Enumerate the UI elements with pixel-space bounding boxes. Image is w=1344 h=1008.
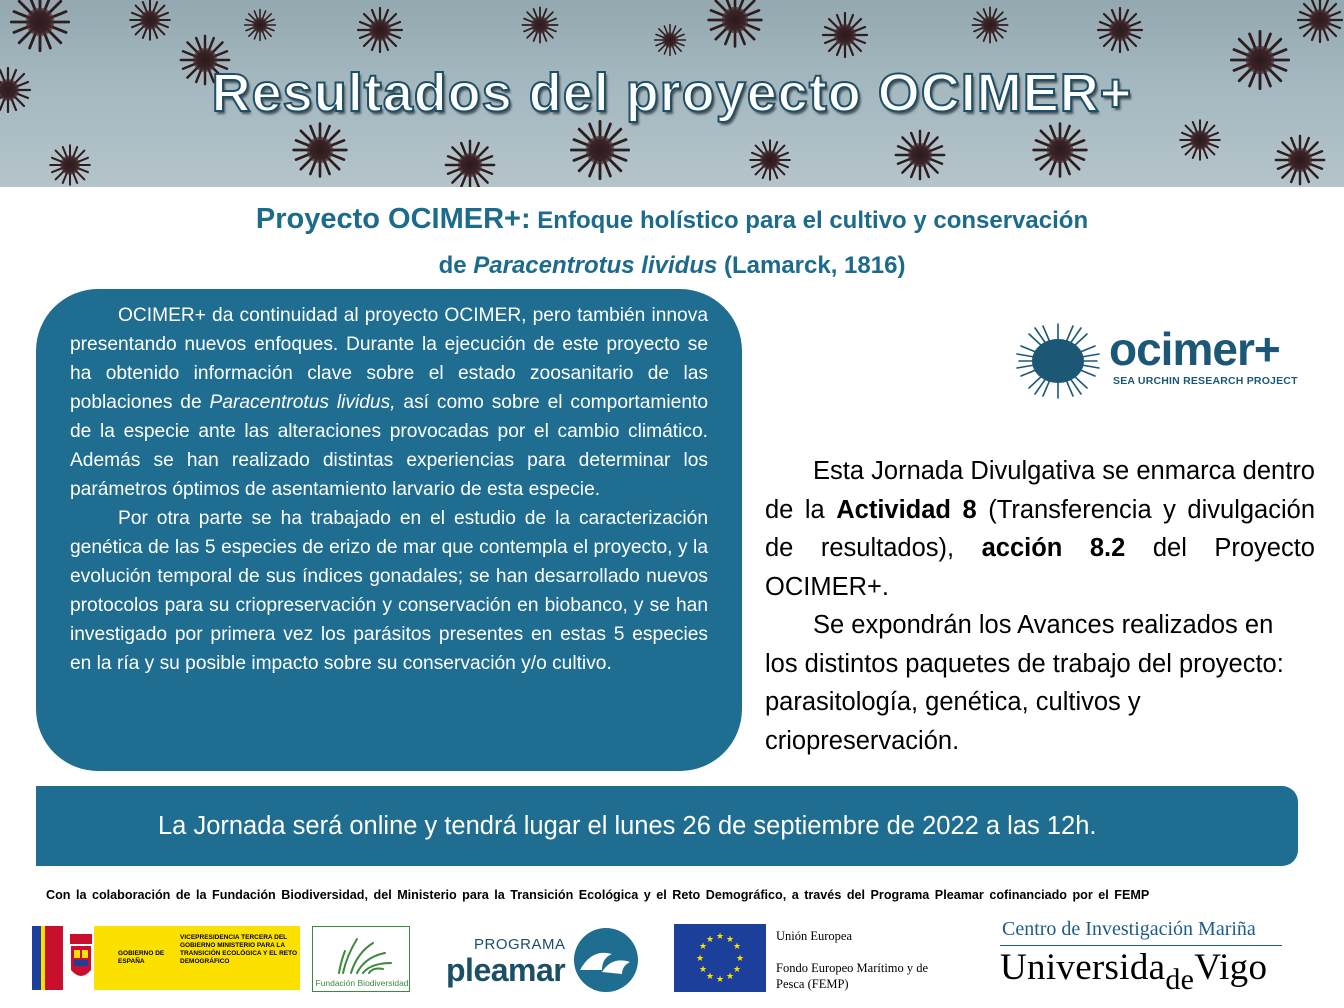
event-activity: Actividad 8 bbox=[836, 495, 977, 524]
heading-project-name: Proyecto OCIMER+: bbox=[255, 203, 531, 235]
svg-text:★: ★ bbox=[705, 935, 715, 945]
fundacion-label: Fundación Biodiversidad bbox=[315, 978, 409, 988]
event-text: (Transferencia y divulgación de resultados), bbox=[765, 495, 1315, 562]
programa-pleamar-logo bbox=[444, 924, 640, 994]
description-paragraph-2: Por otra parte se ha trabajado en el estudio de la caracterización genética de las 5 especies de erizo de mar que contempla el proyecto, y la evolución temporal de sus índices gonadales; se han desarrollado nuevos protocolos para su criopreservación y conservación en biobanco, y se han investigado por primera vez los parásitos presentes en estas 5 especies en la ría y su posible impacto sobre su conservación y/o cultivo. bbox=[70, 508, 708, 674]
banner-title: Resultados del proyecto OCIMER+ bbox=[211, 63, 1133, 123]
uvigo-text: Universida bbox=[1000, 947, 1166, 988]
uvigo-label bbox=[1000, 946, 1268, 996]
collaboration-note: Con la colaboración de la Fundación Biodiversidad, del Ministerio para la Transición Ecológica y el Reto Demográfico, a través del Programa Pleamar cofinanciado por el FEMP bbox=[46, 888, 1150, 902]
description-text: así como sobre el comportamiento de la especie ante las alteraciones provocadas por el cambio climático. Además se han realizado distintas experiencias para determinar los parámetros óptimos de asentamiento larvario de esta especie. bbox=[70, 392, 708, 500]
cim-label: Centro de Investigación Mariña bbox=[1002, 918, 1256, 940]
ocimer-logo bbox=[1013, 322, 1303, 400]
grass-icon bbox=[313, 927, 409, 977]
ministerio-label: VICEPRESIDENCIA TERCERA DEL GOBIERNO MINISTERIO PARA LA TRANSICIÓN ECOLÓGICA Y EL RETO DEMOGRÁFICO bbox=[180, 934, 298, 965]
svg-text:★: ★ bbox=[698, 942, 708, 952]
gobierno-espana-logo bbox=[32, 926, 300, 990]
svg-text:★: ★ bbox=[715, 975, 725, 985]
event-action: acción 8.2 bbox=[981, 534, 1126, 562]
coat-of-arms-icon bbox=[68, 930, 94, 986]
programa-label: PROGRAMA bbox=[474, 936, 566, 953]
svg-text:★: ★ bbox=[735, 954, 745, 964]
heading-species: Paracentrotus lividus bbox=[473, 252, 718, 279]
event-text: del Proyecto OCIMER+. bbox=[765, 534, 1315, 601]
fundacion-biodiversidad-logo bbox=[312, 926, 410, 992]
project-heading bbox=[0, 200, 1344, 285]
event-paragraph-2: Se expondrán los Avances realizados en los distintos paquetes de trabajo del proyecto: parasitología, genética, cultivos y criopreservación. bbox=[765, 611, 1284, 755]
svg-text:★: ★ bbox=[715, 932, 725, 942]
uvigo-de: de bbox=[1165, 963, 1195, 996]
svg-text:★: ★ bbox=[698, 965, 708, 975]
wave-icon bbox=[572, 926, 640, 994]
logo-subtitle: SEA URCHIN RESEARCH PROJECT bbox=[1113, 375, 1298, 387]
uvigo-text: Vigo bbox=[1194, 947, 1268, 988]
description-species: Paracentrotus lividus, bbox=[209, 392, 396, 413]
eu-flag-icon bbox=[674, 924, 766, 992]
svg-text:★: ★ bbox=[725, 972, 735, 982]
svg-text:★: ★ bbox=[725, 935, 735, 945]
sea-urchin-icon bbox=[1013, 322, 1103, 400]
femp-label: Fondo Europeo Marítimo y de Pesca (FEMP) bbox=[776, 961, 929, 991]
eu-fund-text bbox=[776, 928, 976, 992]
event-text: Esta Jornada Divulgativa se enmarca dentro de la bbox=[765, 457, 1315, 524]
header-banner bbox=[0, 0, 1344, 187]
logo-wordmark: ocimer+ bbox=[1109, 323, 1280, 375]
svg-text:★: ★ bbox=[705, 972, 715, 982]
description-paragraph-1 bbox=[70, 301, 708, 504]
pleamar-label: pleamar bbox=[446, 952, 566, 988]
svg-text:★: ★ bbox=[732, 965, 742, 975]
event-info-text bbox=[765, 452, 1315, 760]
event-paragraph-1 bbox=[765, 452, 1315, 606]
heading-prefix: de bbox=[438, 252, 474, 279]
description-text: OCIMER+ da continuidad al proyecto OCIMER, pero también innova presentando nuevos enfoques. Durante la ejecución de este proyecto se ha obtenido información clave sobre el estado zoosanitario de las poblaciones de bbox=[70, 305, 708, 413]
svg-text:★: ★ bbox=[732, 942, 742, 952]
gobierno-label: GOBIERNO DE ESPAÑA bbox=[118, 950, 165, 965]
universidade-vigo-logo bbox=[1000, 918, 1290, 996]
heading-suffix: (Lamarck, 1816) bbox=[717, 252, 906, 279]
heading-subtitle: Enfoque holístico para el cultivo y conservación bbox=[530, 207, 1089, 234]
eu-label: Unión Europea bbox=[776, 929, 853, 943]
svg-text:★: ★ bbox=[695, 954, 705, 964]
project-description-box bbox=[36, 289, 742, 771]
event-date-banner: La Jornada será online y tendrá lugar el lunes 26 de septiembre de 2022 a las 12h. bbox=[36, 786, 1298, 866]
